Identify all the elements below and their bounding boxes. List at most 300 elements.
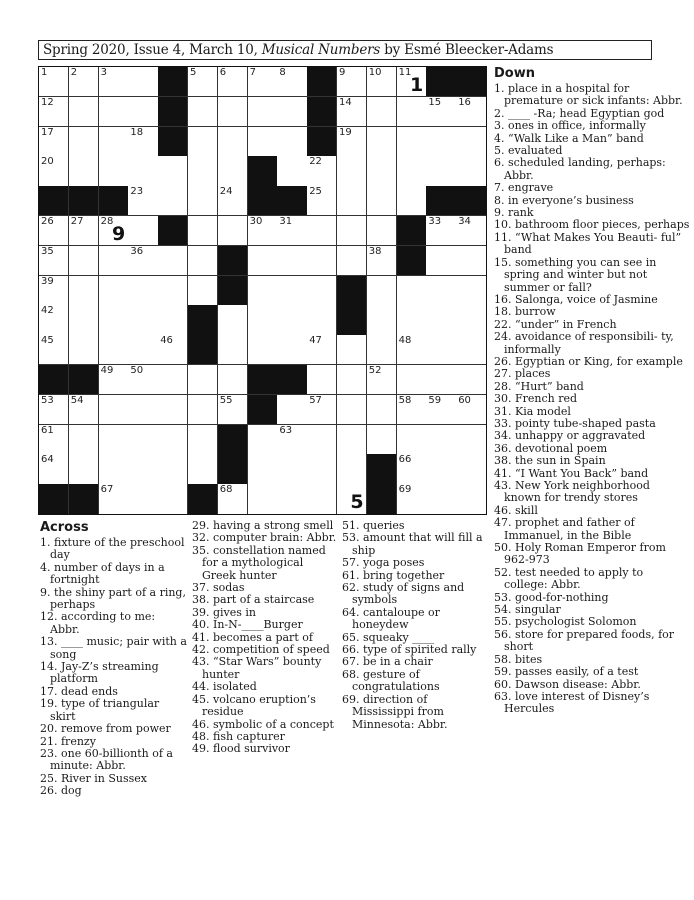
clue-number: 18 [130,126,144,138]
clue-number: 55 [219,394,233,406]
grid-cell[interactable] [426,305,456,335]
black-square [277,365,307,395]
down-clue: 38. the sun in Spain [494,454,606,468]
grid-cell[interactable] [307,246,337,276]
grid-cell[interactable] [426,97,456,127]
across-clue: 64. cantaloupe or honeydew [342,605,440,632]
grid-cell[interactable] [99,156,129,186]
down-heading: Down [494,66,535,81]
black-square [218,425,248,455]
grid-cell[interactable] [456,305,486,335]
grid-cell[interactable] [277,156,307,186]
grid-cell[interactable] [69,127,99,157]
grid-cell[interactable] [248,216,278,246]
grid-cell[interactable] [337,127,367,157]
clue-number: 30 [249,216,263,227]
grid-cell[interactable] [337,335,367,365]
grid-cell[interactable] [397,156,427,186]
grid-cell[interactable] [69,305,99,335]
grid-cell[interactable] [99,305,129,335]
big-digit: 5 [350,490,364,513]
grid-cell[interactable] [158,335,188,365]
grid-cell[interactable] [69,216,99,246]
black-square [456,67,486,97]
across-clue: 20. remove from power [40,722,171,736]
down-clue: 8. in everyone’s business [494,193,634,207]
across-clue: 65. squeaky ____ [342,630,435,644]
grid-cell[interactable] [99,454,129,484]
black-square [69,365,99,395]
grid-cell[interactable] [69,425,99,455]
grid-cell[interactable] [158,484,188,514]
grid-cell[interactable] [99,395,129,425]
grid-cell[interactable] [397,484,427,514]
grid-cell[interactable] [456,365,486,395]
grid-cell[interactable] [218,156,248,186]
clue-number: 39 [41,275,54,287]
grid-cell[interactable] [39,276,69,306]
grid-cell[interactable] [277,305,307,335]
grid-cell[interactable] [69,276,99,306]
grid-cell[interactable] [158,186,188,216]
clue-number: 63 [279,424,293,436]
grid-cell[interactable] [248,246,278,276]
grid-cell[interactable] [99,127,129,157]
grid-cell[interactable] [307,216,337,246]
grid-cell[interactable] [337,425,367,455]
grid-cell[interactable] [128,246,158,276]
grid-cell[interactable] [188,425,218,455]
grid-cell[interactable] [426,335,456,365]
down-clue: 36. devotional poem [494,441,608,455]
black-square [248,395,278,425]
grid-cell[interactable] [99,67,129,97]
grid-cell[interactable] [69,97,99,127]
grid-cell[interactable] [337,365,367,395]
grid-cell[interactable] [39,454,69,484]
grid-cell[interactable] [397,395,427,425]
grid-cell[interactable] [426,156,456,186]
grid-cell[interactable] [158,454,188,484]
across-clue: 26. dog [40,784,82,798]
black-square [218,454,248,484]
grid-cell[interactable] [128,276,158,306]
down-clue: 33. pointy tube-shaped pasta [494,416,656,430]
grid-cell[interactable] [128,365,158,395]
grid-cell[interactable] [248,305,278,335]
across-clue: 37. sodas [192,581,245,595]
grid-cell[interactable] [188,186,218,216]
grid-cell[interactable] [367,395,397,425]
grid-cell[interactable] [337,97,367,127]
grid-cell[interactable] [218,305,248,335]
down-clue: 52. test needed to apply to college: Abbr. [494,565,644,592]
grid-cell[interactable] [39,425,69,455]
grid-cell[interactable] [128,335,158,365]
clue-number: 17 [41,126,54,138]
grid-cell[interactable] [456,156,486,186]
black-square [337,305,367,335]
grid-cell[interactable] [128,454,158,484]
grid-cell[interactable] [158,365,188,395]
grid-cell[interactable] [248,425,278,455]
grid-cell[interactable] [218,216,248,246]
grid-cell[interactable] [277,67,307,97]
clue-number: 53 [41,394,54,406]
black-square [307,127,337,157]
grid-cell[interactable] [456,395,486,425]
clue-number: 12 [41,96,54,108]
across-heading: Across [40,520,89,535]
down-clue: 1. place in a hospital for premature or sick infants: Abbr. [494,82,683,108]
crossword-grid [38,66,487,515]
grid-cell[interactable] [69,156,99,186]
grid-cell[interactable] [188,276,218,306]
grid-cell[interactable] [188,365,218,395]
black-square [277,186,307,216]
grid-cell[interactable] [99,246,129,276]
clue-number: 1 [41,67,48,78]
grid-cell[interactable] [248,127,278,157]
clue-number: 20 [41,156,54,168]
down-clue: 24. avoidance of responsibili- ty, informally [494,330,674,356]
grid-cell[interactable] [367,276,397,306]
across-clue: 12. according to me: Abbr. [40,610,156,636]
grid-cell[interactable] [277,97,307,127]
grid-cell[interactable] [39,216,69,246]
grid-cell[interactable] [188,97,218,127]
across-clue: 38. part of a staircase [192,593,315,607]
grid-cell[interactable] [337,216,367,246]
down-clue: 59. passes easily, of a test [494,665,639,679]
grid-cell[interactable] [307,305,337,335]
big-digit: 1 [410,73,424,96]
grid-cell[interactable] [218,186,248,216]
across-clue: 51. queries [342,519,405,532]
down-clue: 4. “Walk Like a Man” band [494,131,644,145]
clue-number: 69 [398,484,412,496]
across-clue: 13. ____ music; pair with a song [40,635,187,661]
grid-cell[interactable] [337,67,367,97]
black-square [426,186,456,216]
across-clue: 41. becomes a part of [192,630,313,644]
grid-cell[interactable] [218,127,248,157]
black-square [158,216,188,246]
black-square [307,97,337,127]
across-clue: 61. bring together [342,568,445,582]
grid-cell[interactable] [277,395,307,425]
across-clues-col2 [192,520,337,756]
clue-number: 47 [309,335,322,347]
grid-cell[interactable] [367,127,397,157]
clue-number: 26 [41,216,54,227]
big-digit: 4 [171,73,185,96]
grid-cell[interactable] [367,305,397,335]
grid-cell[interactable] [367,186,397,216]
grid-cell[interactable] [188,246,218,276]
grid-cell[interactable] [39,305,69,335]
clue-number: 60 [458,394,471,406]
grid-cell[interactable] [367,97,397,127]
grid-cell[interactable] [456,127,486,157]
grid-cell[interactable] [218,484,248,514]
grid-cell[interactable] [248,67,278,97]
grid-cell[interactable] [99,276,129,306]
clue-number: 33 [428,216,442,227]
grid-cell[interactable] [307,276,337,306]
across-clue: 40. In-N-____Burger [192,618,303,632]
clue-number: 45 [41,335,54,347]
black-square [397,216,427,246]
grid-cell[interactable] [337,395,367,425]
clue-number: 6 [219,67,227,78]
grid-cell[interactable] [39,127,69,157]
grid-cell[interactable] [426,127,456,157]
black-square [248,186,278,216]
grid-cell[interactable] [397,365,427,395]
grid-cell[interactable] [69,67,99,97]
grid-cell[interactable] [188,127,218,157]
puzzle-header [38,40,652,60]
grid-cell[interactable] [426,246,456,276]
across-clue: 45. volcano eruption’s residue [192,692,316,719]
grid-cell[interactable] [307,156,337,186]
grid-cell[interactable] [218,97,248,127]
grid-cell[interactable] [248,97,278,127]
grid-cell[interactable] [397,97,427,127]
grid-cell[interactable] [337,186,367,216]
across-clue-list-2 [192,520,337,756]
black-square [218,276,248,306]
clue-number: 27 [70,216,84,227]
grid-cell[interactable] [426,216,456,246]
across-clue: 17. dead ends [40,684,118,698]
black-square [248,365,278,395]
clue-number: 10 [368,67,382,78]
grid-cell[interactable] [426,395,456,425]
grid-cell[interactable] [456,425,486,455]
grid-cell[interactable] [397,305,427,335]
grid-cell[interactable] [188,454,218,484]
black-square [218,246,248,276]
grid-cell[interactable] [128,216,158,246]
grid-cell[interactable] [188,156,218,186]
grid-cell[interactable] [456,216,486,246]
clue-number: 54 [70,394,84,406]
grid-cell[interactable] [188,395,218,425]
grid-cell[interactable] [188,67,218,97]
black-square [158,127,188,157]
across-clue: 23. one 60-billionth of a minute: Abbr. [40,746,173,773]
grid-cell[interactable] [426,454,456,484]
grid-cell[interactable] [158,425,188,455]
down-clue: 47. prophet and father of Immanuel, in the Bible [494,516,635,542]
grid-cell[interactable] [218,365,248,395]
grid-cell[interactable] [128,156,158,186]
clue-number: 16 [458,96,471,108]
grid-cell[interactable] [99,335,129,365]
across-clue: 29. having a strong smell [192,519,334,532]
grid-cell[interactable] [99,425,129,455]
grid-cell[interactable] [367,365,397,395]
grid-cell[interactable] [248,484,278,514]
grid-cell[interactable] [397,454,427,484]
grid-cell[interactable] [39,97,69,127]
down-clue: 55. psychologist Solomon [494,615,637,629]
black-square [188,335,218,365]
grid-cell[interactable] [69,395,99,425]
grid-cell[interactable] [158,305,188,335]
grid-cell[interactable] [99,365,129,395]
grid-cell[interactable] [456,246,486,276]
grid-cell[interactable] [397,127,427,157]
grid-cell[interactable] [248,454,278,484]
grid-cell[interactable] [307,365,337,395]
clue-number: 34 [458,216,471,227]
across-clue: 53. amount that will fill a ship [342,531,483,557]
grid-cell[interactable] [99,97,129,127]
grid-cell[interactable] [456,97,486,127]
grid-cell[interactable] [307,425,337,455]
grid-cell[interactable] [277,484,307,514]
grid-cell[interactable] [307,395,337,425]
across-clue: 49. flood survivor [192,742,290,756]
grid-cell[interactable] [128,305,158,335]
grid-cell[interactable] [307,186,337,216]
grid-cell[interactable] [69,454,99,484]
grid-cell[interactable] [337,454,367,484]
across-clues-col3 [342,520,487,731]
across-clue: 9. the shiny part of a ring, perhaps [40,585,186,612]
grid-cell[interactable] [99,484,129,514]
clue-number: 23 [130,186,144,198]
grid-cell[interactable] [397,186,427,216]
grid-cell[interactable] [337,156,367,186]
grid-cell[interactable] [367,156,397,186]
grid-cell[interactable] [277,127,307,157]
clue-number: 66 [398,454,412,466]
black-square [367,454,397,484]
clue-number: 5 [190,67,197,78]
grid-cell[interactable] [39,335,69,365]
black-square [188,484,218,514]
black-square [337,276,367,306]
grid-cell[interactable] [158,276,188,306]
grid-cell[interactable] [39,246,69,276]
grid-cell[interactable] [456,454,486,484]
grid-cell[interactable] [397,276,427,306]
black-square [367,484,397,514]
black-square [99,186,129,216]
across-clue: 57. yoga poses [342,556,425,570]
grid-cell[interactable] [218,335,248,365]
across-clue-list-1 [40,537,188,798]
clue-number: 59 [428,394,442,406]
clue-number: 25 [309,186,322,198]
grid-cell[interactable] [367,216,397,246]
clue-number: 28 [100,216,114,227]
grid-cell[interactable] [188,216,218,246]
grid-cell[interactable] [69,335,99,365]
grid-cell[interactable] [39,67,69,97]
grid-cell[interactable] [367,67,397,97]
grid-cell[interactable] [426,365,456,395]
across-clue: 1. fixture of the preschool day [40,536,185,562]
grid-cell[interactable] [307,484,337,514]
grid-cell[interactable] [367,425,397,455]
grid-cell[interactable] [128,425,158,455]
across-clue: 35. constellation named for a mythological Greek hunter [192,543,326,582]
grid-cell[interactable] [367,335,397,365]
grid-cell[interactable] [456,335,486,365]
clue-number: 8 [279,67,286,78]
grid-cell[interactable] [128,484,158,514]
grid-cell[interactable] [426,276,456,306]
down-clue: 31. Kia model [494,404,571,418]
grid-cell[interactable] [456,276,486,306]
grid-cell[interactable] [69,246,99,276]
grid-cell[interactable] [337,246,367,276]
grid-cell[interactable] [277,276,307,306]
black-square [456,186,486,216]
clue-number: 14 [339,96,352,108]
down-clue: 5. evaluated [494,144,563,158]
grid-cell[interactable] [367,246,397,276]
grid-cell[interactable] [39,156,69,186]
grid-cell[interactable] [218,67,248,97]
grid-cell[interactable] [426,484,456,514]
down-clue: 30. French red [494,392,578,406]
grid-cell[interactable] [128,97,158,127]
grid-cell[interactable] [397,425,427,455]
puzzle-title: Musical Numbers [261,42,381,58]
grid-cell[interactable] [277,454,307,484]
grid-cell[interactable] [128,186,158,216]
grid-cell[interactable] [307,335,337,365]
grid-cell[interactable] [248,335,278,365]
grid-cell[interactable] [277,216,307,246]
grid-cell[interactable] [158,395,188,425]
grid-cell[interactable] [128,395,158,425]
grid-cell[interactable] [456,484,486,514]
grid-cell[interactable] [307,454,337,484]
clue-number: 46 [160,335,173,347]
down-clue: 15. something you can see in spring and winter but not summer or fall? [494,255,657,294]
clue-number: 7 [249,67,256,78]
grid-cell[interactable] [277,425,307,455]
grid-cell[interactable] [218,395,248,425]
grid-cell[interactable] [39,395,69,425]
grid-cell[interactable] [277,335,307,365]
grid-cell[interactable] [128,67,158,97]
across-clue: 32. computer brain: Abbr. [192,531,337,545]
down-clue: 22. “under” in French [494,317,617,331]
grid-cell[interactable] [397,335,427,365]
across-clue: 67. be in a chair [342,655,433,669]
grid-cell[interactable] [128,127,158,157]
down-clue: 10. bathroom floor pieces, perhaps [494,218,690,232]
across-clue: 4. number of days in a fortnight [40,560,165,587]
grid-cell[interactable] [158,246,188,276]
grid-cell[interactable] [158,156,188,186]
grid-cell[interactable] [277,246,307,276]
black-square [158,97,188,127]
black-square [69,186,99,216]
grid-cell[interactable] [426,425,456,455]
grid-cell[interactable] [248,276,278,306]
down-clue: 11. “What Makes You Beauti- ful” band [494,230,682,257]
across-clue-list-3 [342,520,487,731]
